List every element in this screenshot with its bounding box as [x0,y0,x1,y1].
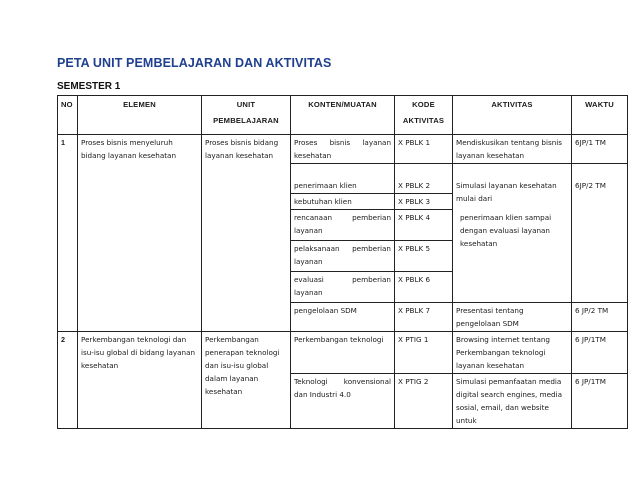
table-row [58,331,628,373]
header-konten: KONTEN/MUATAN [291,96,395,135]
aktivitas-line: penerimaan klien sampai dengan evaluasi layanan kesehatan [460,212,552,248]
table-row [58,135,628,164]
row-number: 2 [58,331,78,428]
header-waktu: WAKTU [572,96,628,135]
kode-cell: X PTIG 2 [395,373,453,428]
header-elemen: ELEMEN [78,96,202,135]
konten-cell: kebutuhan klien [291,193,395,209]
konten-cell: Teknologi konvensional dan Industri 4.0 [291,373,395,428]
kode-cell: X PBLK 2 [395,178,453,194]
kode-cell: X PTIG 1 [395,331,453,373]
semester-label: SEMESTER 1 [57,81,121,92]
konten-cell: rencanaan pemberian layanan [291,209,395,240]
aktivitas-cell: Browsing internet tentang Perkembangan teknologi layanan kesehatan [453,331,572,373]
kode-cell: X PBLK 4 [395,209,453,240]
elemen-cell: Perkembangan teknologi dan isu-isu global di bidang layanan kesehatan [78,331,202,428]
aktivitas-line: Simulasi layanan kesehatan mulai dari [456,180,557,203]
unit-cell: Perkembangan penerapan teknologi dan isu-isu global dalam layanan kesehatan [202,331,291,428]
kode-cell: X PBLK 7 [395,302,453,331]
aktivitas-cell: Simulasi pemanfaatan media digital search engines, media sosial, email, dan website untuk [453,373,572,428]
waktu-cell: 6 JP/1TM [572,331,628,373]
konten-cell: Perkembangan teknologi [291,331,395,373]
page-title: PETA UNIT PEMBELAJARAN DAN AKTIVITAS [57,56,332,70]
elemen-cell: Proses bisnis menyeluruh bidang layanan kesehatan [78,135,202,332]
header-unit: UNIT PEMBELAJARAN [202,96,291,135]
spacer-cell [395,164,453,178]
kode-cell: X PBLK 5 [395,240,453,271]
konten-cell: Proses bisnis layanan kesehatan [291,135,395,164]
konten-cell: penerimaan klien [291,178,395,194]
table-header-row [58,96,628,135]
aktivitas-cell: Presentasi tentang pengelolaan SDM [453,302,572,331]
header-no: NO [58,96,78,135]
row-number: 1 [58,135,78,332]
aktivitas-cell [453,178,572,303]
header-aktivitas: AKTIVITAS [453,96,572,135]
kode-cell: X PBLK 6 [395,271,453,302]
waktu-cell: 6JP/1 TM [572,135,628,164]
waktu-cell: 6 JP/2 TM [572,302,628,331]
activity-table [57,95,628,429]
konten-cell: pelaksanaan pemberian layanan [291,240,395,271]
kode-cell: X PBLK 1 [395,135,453,164]
waktu-cell: 6JP/2 TM [572,178,628,303]
aktivitas-cell: Mendiskusikan tentang bisnis layanan kesehatan [453,135,572,164]
waktu-cell: 6 JP/1TM [572,373,628,428]
unit-cell: Proses bisnis bidang layanan kesehatan [202,135,291,332]
spacer-cell [291,164,395,178]
kode-cell: X PBLK 3 [395,193,453,209]
konten-cell: pengelolaan SDM [291,302,395,331]
header-kode: KODE AKTIVITAS [395,96,453,135]
spacer-cell [572,164,628,178]
konten-cell: evaluasi pemberian layanan [291,271,395,302]
spacer-cell [453,164,572,178]
